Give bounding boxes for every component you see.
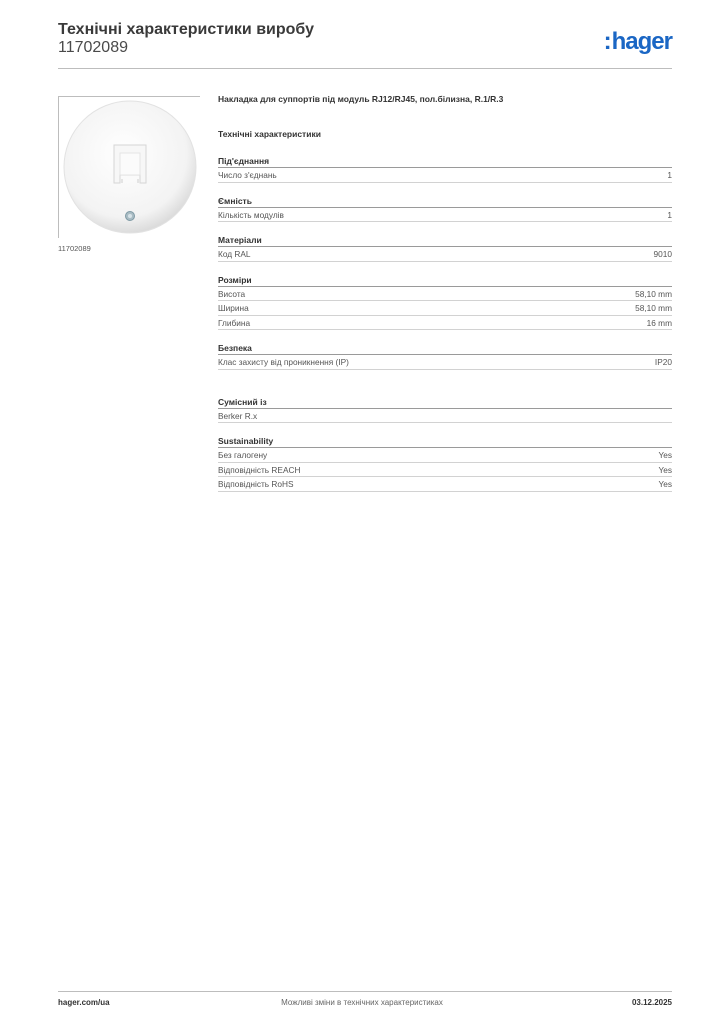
spec-value: Yes xyxy=(658,479,672,489)
spec-row xyxy=(218,301,672,316)
spec-row xyxy=(218,409,672,424)
spec-label: Berker R.x xyxy=(218,410,258,421)
page-title: Технічні характеристики виробу xyxy=(58,21,314,38)
spec-group-connection xyxy=(218,156,672,183)
spec-value: 58,10 mm xyxy=(635,288,672,299)
logo-text: hager xyxy=(611,28,672,55)
image-caption: 11702089 xyxy=(58,244,91,253)
spec-value: Yes xyxy=(658,464,672,475)
footer-note: Можливі зміни в технічних характеристиках xyxy=(281,998,443,1007)
spec-label: Глибина xyxy=(218,317,251,328)
spec-row xyxy=(218,463,672,478)
group-title: Сумісний із xyxy=(218,397,672,409)
spec-group-materials xyxy=(218,235,672,262)
spec-value: 58,10 mm xyxy=(635,303,672,313)
spec-label: Код RAL xyxy=(218,249,251,259)
product-photo-icon xyxy=(59,97,201,239)
footer-divider xyxy=(58,991,672,992)
spec-row xyxy=(218,316,672,331)
spec-label: Відповідність RoHS xyxy=(218,479,294,489)
spec-row xyxy=(218,287,672,302)
spec-group-dimensions xyxy=(218,275,672,331)
spec-label: Відповідність REACH xyxy=(218,464,301,475)
footer-date: 03.12.2025 xyxy=(631,998,672,1007)
group-title: Безпека xyxy=(218,343,672,355)
spec-value: 1 xyxy=(667,209,672,220)
spec-value: 16 mm xyxy=(646,317,672,328)
spec-row xyxy=(218,477,672,492)
spec-row xyxy=(218,448,672,463)
group-title: Матеріали xyxy=(218,235,672,247)
footer-website-link[interactable]: hager.com/ua xyxy=(58,998,110,1007)
spec-group-safety xyxy=(218,343,672,370)
hager-logo xyxy=(604,28,672,56)
logo-mark-icon: : xyxy=(603,28,611,55)
spec-label: Ширина xyxy=(218,303,249,313)
spec-group-capacity xyxy=(218,196,672,223)
spec-row xyxy=(218,355,672,370)
group-title: Ємність xyxy=(218,196,672,208)
spec-panel xyxy=(218,94,672,492)
spec-group-compatible xyxy=(218,397,672,424)
product-title: Накладка для суппортів під модуль RJ12/RJ45, пол.білизна, R.1/R.3 xyxy=(218,94,504,104)
spec-heading: Технічні характеристики xyxy=(218,129,321,139)
spec-label: Кількість модулів xyxy=(218,209,284,220)
spec-value: 9010 xyxy=(653,249,672,259)
spec-row xyxy=(218,247,672,262)
spec-label: Висота xyxy=(218,288,246,299)
spec-label: Клас захисту від проникнення (IP) xyxy=(218,357,349,367)
spec-row xyxy=(218,168,672,183)
spec-value: 1 xyxy=(667,170,672,180)
spec-label: Число з'єднань xyxy=(218,170,277,180)
group-title: Розміри xyxy=(218,275,672,287)
header-divider xyxy=(58,68,672,69)
spec-row xyxy=(218,208,672,223)
product-code: 11702089 xyxy=(58,39,128,56)
group-title: Під'єднання xyxy=(218,156,672,168)
group-title: Sustainability xyxy=(218,436,672,448)
spec-group-sustainability xyxy=(218,436,672,492)
product-image xyxy=(58,96,200,238)
spec-label: Без галогену xyxy=(218,450,268,460)
spec-value: Yes xyxy=(658,450,672,460)
spec-value: IP20 xyxy=(654,357,672,367)
